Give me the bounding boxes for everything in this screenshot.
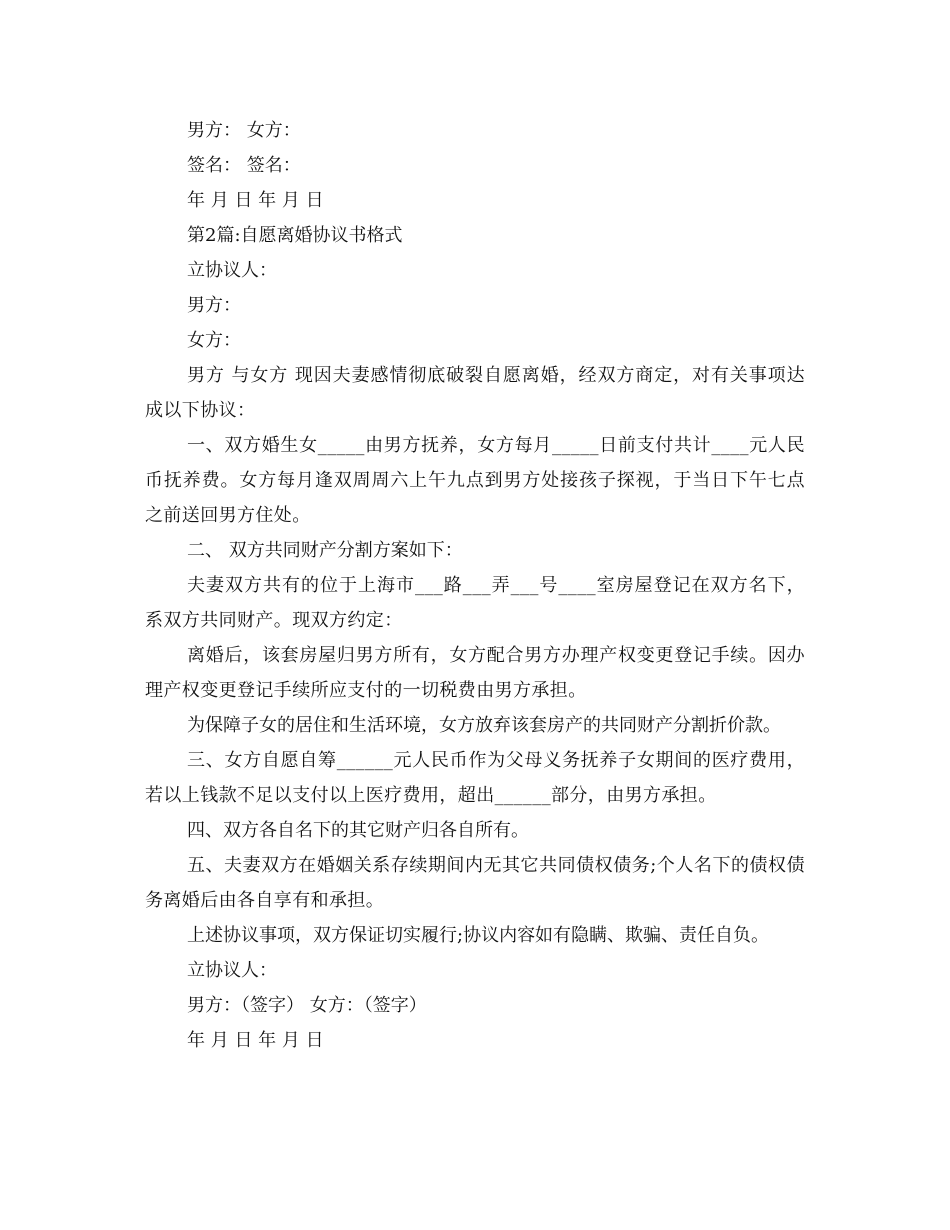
clause-5-paragraph: 五、夫妻双方在婚姻关系存续期间内无其它共同债权债务;个人名下的债权债务离婚后由各自享有和承担。: [145, 855, 805, 911]
clause-3-paragraph: 三、女方自愿自筹______元人民币作为父母义务抚养子女期间的医疗费用，若以上钱款不足以支付以上医疗费用，超出______部分，由男方承担。: [145, 750, 805, 806]
agreement-intro-paragraph: 男方 与女方 现因夫妻感情彻底破裂自愿离婚，经双方商定，对有关事项达成以下协议：: [145, 365, 805, 421]
signature-line: 签名： 签名：: [187, 155, 301, 176]
property-ownership-paragraph: 离婚后，该套房屋归男方所有，女方配合男方办理产权变更登记手续。因办理产权变更登记手续所应支付的一切税费由男方承担。: [145, 645, 805, 701]
section-title: 第2篇:自愿离婚协议书格式: [187, 225, 403, 246]
guarantee-paragraph: 上述协议事项，双方保证切实履行;协议内容如有隐瞒、欺骗、责任自负。: [187, 925, 770, 946]
female-party-line: 女方：: [187, 330, 241, 351]
signature-sign-line: 男方：（签字） 女方：（签字）: [187, 995, 427, 1016]
date-line: 年 月 日 年 月 日: [187, 190, 324, 211]
footer-date-line: 年 月 日 年 月 日: [187, 1030, 324, 1051]
clause-1-paragraph: 一、双方婚生女_____由男方抚养，女方每月_____日前支付共计____元人民币抚养费。女方每月逢双周周六上午九点到男方处接孩子探视，于当日下午七点之前送回男方住处。: [145, 435, 805, 526]
male-party-line: 男方：: [187, 295, 241, 316]
parties-heading: 立协议人：: [187, 260, 277, 281]
signature-parties-line: 男方： 女方：: [187, 120, 301, 141]
document-body: [145, 113, 805, 1058]
property-waiver-paragraph: 为保障子女的居住和生活环境，女方放弃该套房产的共同财产分割折价款。: [187, 715, 781, 736]
clause-4-paragraph: 四、双方各自名下的其它财产归各自所有。: [187, 820, 529, 841]
clause-2-heading: 二、 双方共同财产分割方案如下：: [187, 540, 463, 561]
property-paragraph: 夫妻双方共有的位于上海市___路___弄___号____室房屋登记在双方名下，系双方共同财产。现双方约定：: [145, 575, 805, 631]
parties-footer-heading: 立协议人：: [187, 960, 277, 981]
